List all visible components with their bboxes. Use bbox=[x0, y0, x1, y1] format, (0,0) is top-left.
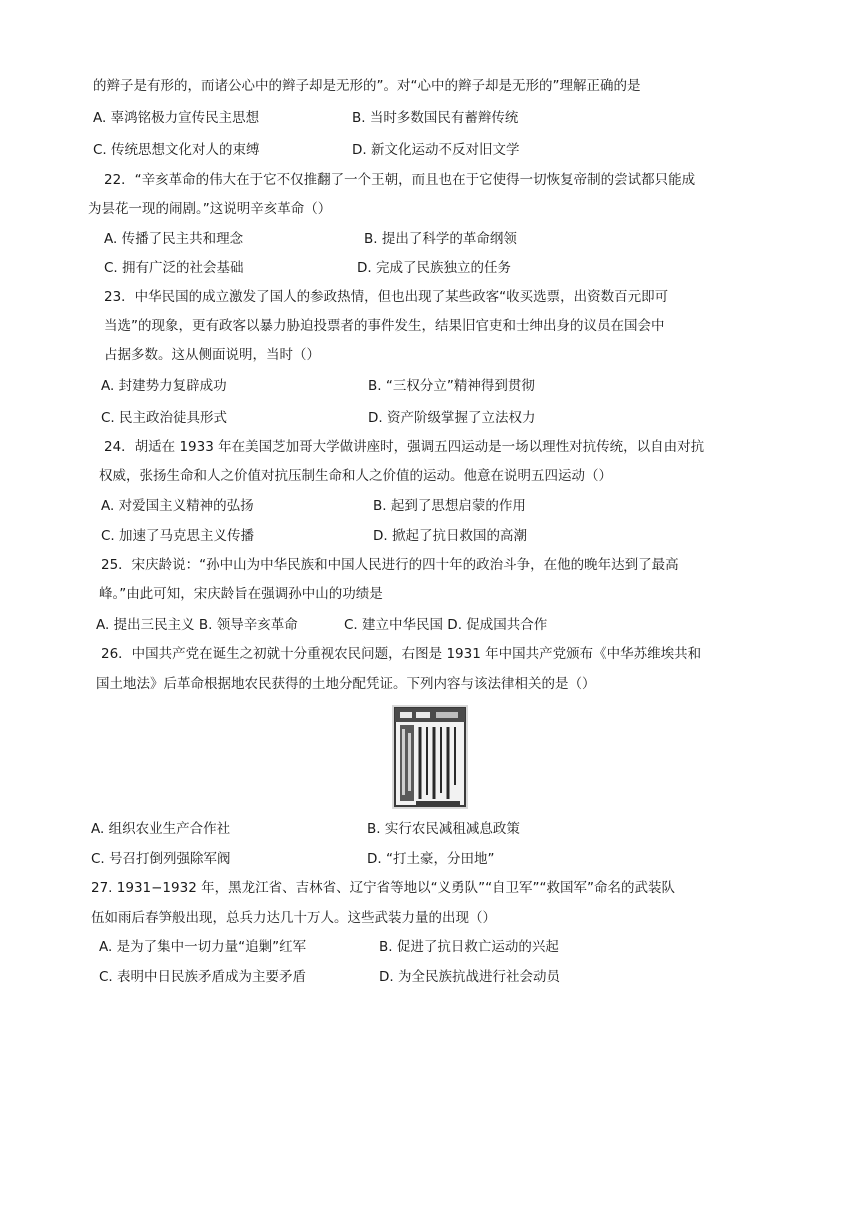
q22-stem-line-1: 22．“辛亥革命的伟大在于它不仅推翻了一个王朝，而且也在于它使得一切恢复帝制的尝试都只能成 bbox=[104, 172, 696, 188]
q27-stem-line-2: 伍如雨后春笋般出现，总兵力达几十万人。这些武装力量的出现（） bbox=[91, 910, 496, 926]
q21-option-a: A. 辜鸿铭极力宣传民主思想 bbox=[93, 110, 260, 126]
q25-options-cd: C. 建立中华民国 D. 促成国共合作 bbox=[344, 617, 548, 633]
q24-stem-line-1: 24．胡适在 1933 年在美国芝加哥大学做讲座时，强调五四运动是一场以理性对抗传统，以自由对抗 bbox=[104, 439, 705, 455]
q26-option-d: D. “打土豪，分田地” bbox=[367, 851, 495, 867]
q21-option-b: B. 当时多数国民有蓄辫传统 bbox=[352, 110, 519, 126]
q26-option-a: A. 组织农业生产合作社 bbox=[91, 821, 231, 837]
q26-stem-line-1: 26．中国共产党在诞生之初就十分重视农民问题，右图是 1931 年中国共产党颁布《中华苏维埃共和 bbox=[101, 646, 702, 662]
q22-option-a: A. 传播了民主共和理念 bbox=[104, 231, 244, 247]
q25-stem-line-2: 峰。”由此可知，宋庆龄旨在强调孙中山的功绩是 bbox=[99, 586, 383, 602]
q23-stem-line-3: 占据多数。这从侧面说明，当时（） bbox=[104, 347, 320, 363]
q22-stem-line-2: 为昙花一现的闹剧。”这说明辛亥革命（） bbox=[88, 201, 332, 217]
q22-option-d: D. 完成了民族独立的任务 bbox=[357, 260, 511, 276]
q27-stem-line-1: 27. 1931−1932 年，黑龙江省、吉林省、辽宁省等地以“义勇队”“自卫军”“救国军”命名的武装队 bbox=[91, 880, 676, 896]
question-21-stem-tail: 的辫子是有形的，而诸公心中的辫子却是无形的”。对“心中的辫子却是无形的”理解正确的是 bbox=[93, 78, 641, 94]
q27-option-b: B. 促进了抗日救亡运动的兴起 bbox=[379, 939, 559, 955]
q27-option-a: A. 是为了集中一切力量“追剿”红军 bbox=[99, 939, 307, 955]
q27-option-d: D. 为全民族抗战进行社会动员 bbox=[379, 969, 560, 985]
q24-option-b: B. 起到了思想启蒙的作用 bbox=[373, 498, 526, 514]
q24-option-a: A. 对爱国主义精神的弘扬 bbox=[101, 498, 254, 514]
q26-stem-line-2: 国土地法》后革命根据地农民获得的土地分配凭证。下列内容与该法律相关的是（） bbox=[96, 676, 596, 692]
q25-options-ab: A. 提出三民主义 B. 领导辛亥革命 bbox=[96, 617, 298, 633]
q24-stem-line-2: 权威，张扬生命和人之价值对抗压制生命和人之价值的运动。他意在说明五四运动（） bbox=[99, 468, 612, 484]
q25-stem-line-1: 25．宋庆龄说：“孙中山为中华民族和中国人民进行的四十年的政治斗争，在他的晚年达到了最高 bbox=[101, 557, 679, 573]
land-certificate-image bbox=[392, 705, 468, 809]
q23-stem-line-1: 23．中华民国的成立激发了国人的参政热情，但也出现了某些政客“收买选票，出资数百元即可 bbox=[104, 289, 669, 305]
q22-option-c: C. 拥有广泛的社会基础 bbox=[104, 260, 244, 276]
q21-option-d: D. 新文化运动不反对旧文学 bbox=[352, 142, 520, 158]
q27-option-c: C. 表明中日民族矛盾成为主要矛盾 bbox=[99, 969, 307, 985]
q23-option-a: A. 封建势力复辟成功 bbox=[101, 378, 227, 394]
q23-stem-line-2: 当选”的现象，更有政客以暴力胁迫投票者的事件发生，结果旧官吏和士绅出身的议员在国会中 bbox=[104, 318, 665, 334]
q21-option-c: C. 传统思想文化对人的束缚 bbox=[93, 142, 260, 158]
q24-option-d: D. 掀起了抗日救国的高潮 bbox=[373, 528, 527, 544]
q26-option-c: C. 号召打倒列强除军阀 bbox=[91, 851, 231, 867]
q26-option-b: B. 实行农民减租减息政策 bbox=[367, 821, 520, 837]
q23-option-c: C. 民主政治徒具形式 bbox=[101, 410, 228, 426]
q23-option-d: D. 资产阶级掌握了立法权力 bbox=[368, 410, 536, 426]
q24-option-c: C. 加速了马克思主义传播 bbox=[101, 528, 255, 544]
q23-option-b: B. “三权分立”精神得到贯彻 bbox=[368, 378, 535, 394]
q22-option-b: B. 提出了科学的革命纲领 bbox=[364, 231, 517, 247]
